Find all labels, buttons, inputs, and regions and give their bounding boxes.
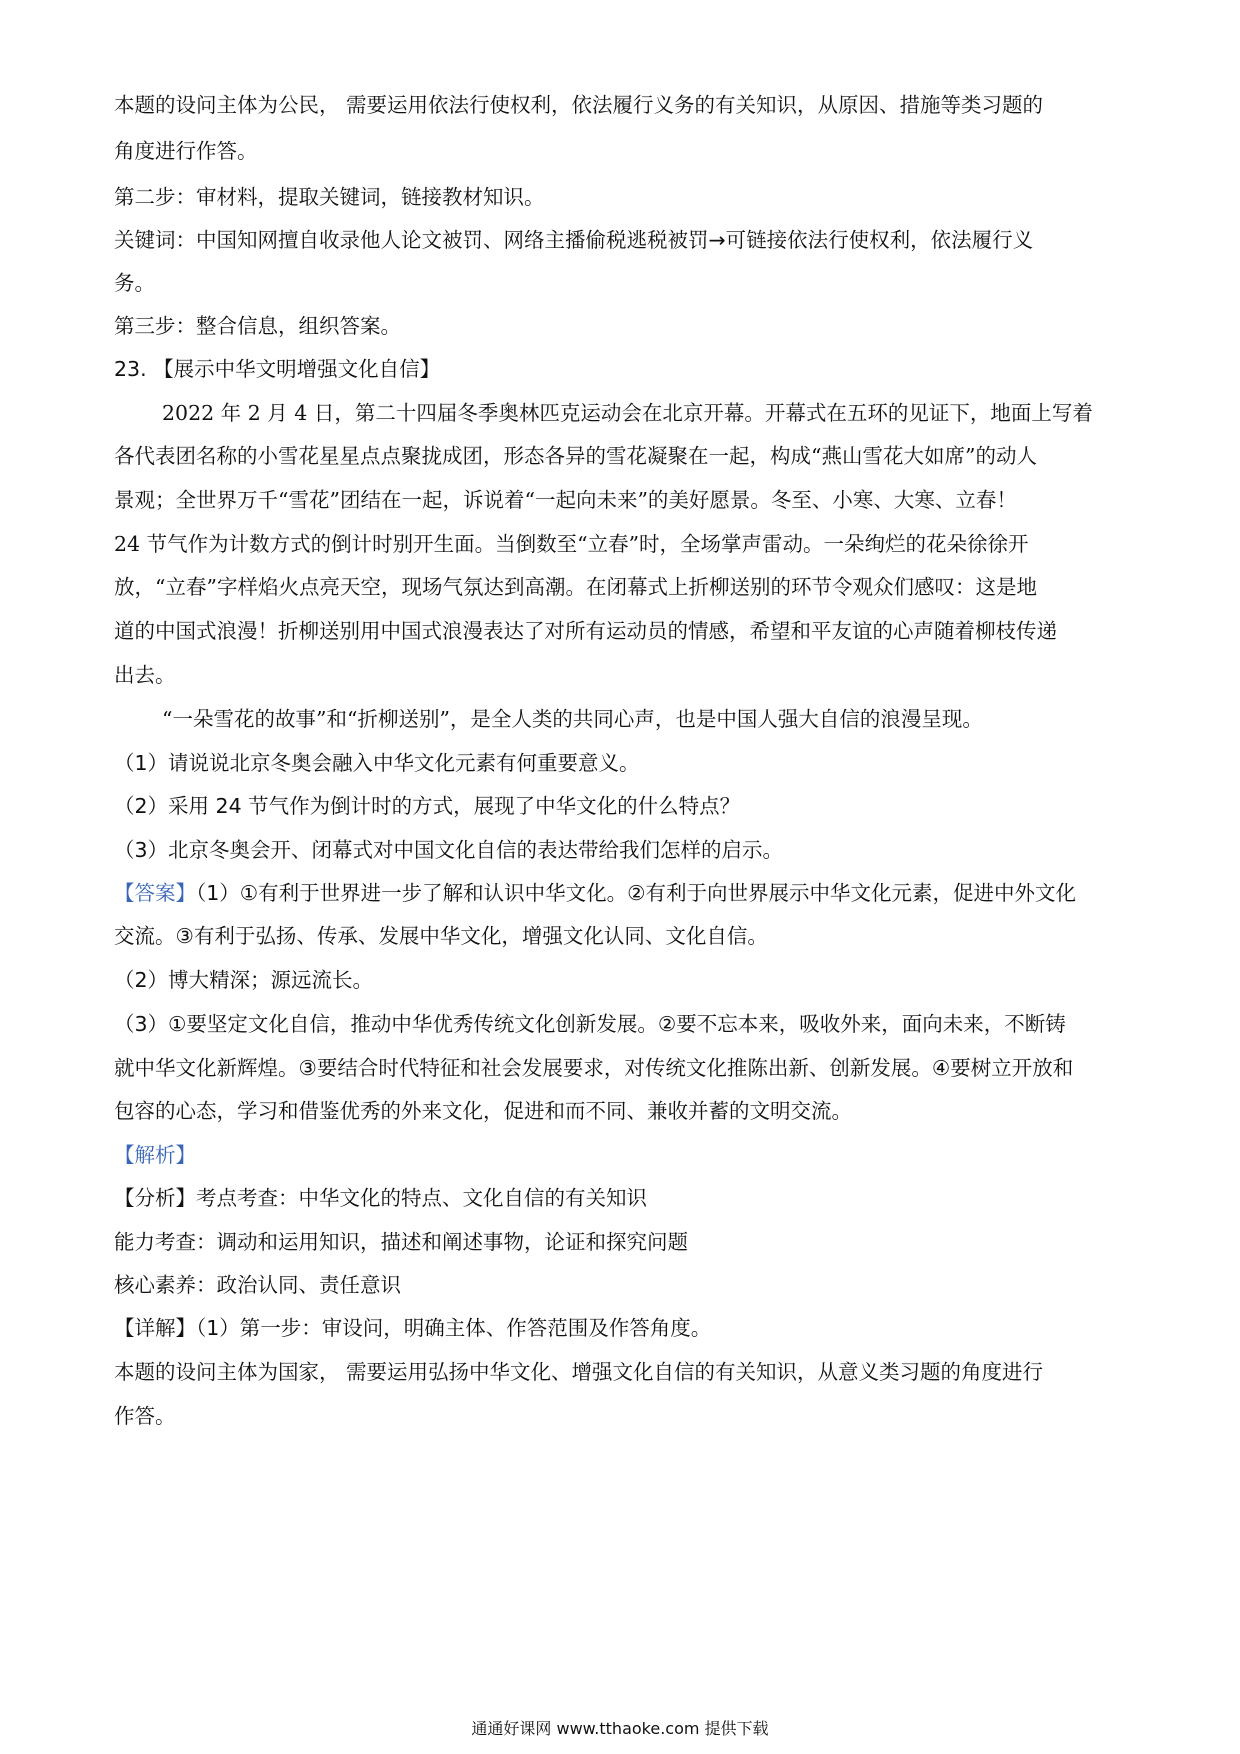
material-line: 放，“立春”字样焰火点亮天空，现场气氛达到高潮。在闭幕式上折柳送别的环节令观众们感叹：这是地 bbox=[114, 575, 1037, 599]
question-title: 23. 【展示中华文明增强文化自信】 bbox=[114, 357, 441, 381]
material-line: 24 节气作为计数方式的倒计时别开生面。当倒数至“立春”时，全场掌声雷动。一朵绚烂的花朵徐徐开 bbox=[114, 532, 1029, 556]
analysis-line: 核心素养：政治认同、责任意识 bbox=[114, 1273, 401, 1297]
keywords-line: 关键词：中国知网擅自收录他人论文被罚、网络主播偷税逃税被罚→可链接依法行使权利，依法履行义 bbox=[114, 228, 1034, 252]
analysis-label: 【解析】 bbox=[114, 1143, 196, 1167]
material-line: 2022 年 2 月 4 日，第二十四届冬季奥林匹克运动会在北京开幕。开幕式在五环的见证下，地面上写着 bbox=[162, 401, 1093, 425]
material-line: 景观；全世界万千“雪花”团结在一起，诉说着“一起向未来”的美好愿景。冬至、小寒、大寒、立春！ bbox=[114, 488, 1017, 512]
sub-question-2: （2）采用 24 节气作为倒计时的方式，展现了中华文化的什么特点？ bbox=[114, 794, 741, 818]
analysis-line: 【分析】考点考查：中华文化的特点、文化自信的有关知识 bbox=[114, 1186, 647, 1210]
analysis-line: 能力考查：调动和运用知识，描述和阐述事物，论证和探究问题 bbox=[114, 1230, 688, 1254]
sub-question-3: （3）北京冬奥会开、闭幕式对中国文化自信的表达带给我们怎样的启示。 bbox=[114, 838, 784, 862]
step-line: 第三步：整合信息，组织答案。 bbox=[114, 314, 401, 338]
answer-line: 包容的心态，学习和借鉴优秀的外来文化，促进和而不同、兼收并蓄的文明交流。 bbox=[114, 1099, 852, 1123]
material-line: 各代表团名称的小雪花星星点点聚拢成团，形态各异的雪花凝聚在一起，构成“燕山雪花大如席”的动人 bbox=[114, 444, 1037, 468]
answer-line: 交流。③有利于弘扬、传承、发展中华文化，增强文化认同、文化自信。 bbox=[114, 924, 768, 948]
answer-label: 【答案】 bbox=[114, 881, 196, 905]
material-line: “一朵雪花的故事”和“折柳送别”，是全人类的共同心声，也是中国人强大自信的浪漫呈现。 bbox=[162, 707, 983, 731]
detail-line: 本题的设问主体为国家， 需要运用弘扬中华文化、增强文化自信的有关知识，从意义类习题的角度进行 bbox=[114, 1360, 1044, 1384]
step-line: 第二步：审材料，提取关键词，链接教材知识。 bbox=[114, 185, 545, 209]
answer-line: （3）①要坚定文化自信，推动中华优秀传统文化创新发展。②要不忘本来，吸收外来，面向未来，不断铸 bbox=[114, 1012, 1066, 1036]
answer-line: 就中华文化新辉煌。③要结合时代特征和社会发展要求，对传统文化推陈出新、创新发展。④要树立开放和 bbox=[114, 1056, 1074, 1080]
answer-line: （2）博大精深；源远流长。 bbox=[114, 968, 374, 992]
answer-text: （1）①有利于世界进一步了解和认识中华文化。②有利于向世界展示中华文化元素，促进中外文化 bbox=[196, 881, 1077, 905]
page-footer: 通通好课网 www.tthaoke.com 提供下载 bbox=[471, 1719, 769, 1738]
material-line: 出去。 bbox=[114, 663, 176, 687]
text-line: 角度进行作答。 bbox=[114, 139, 258, 163]
sub-question-1: （1）请说说北京冬奥会融入中华文化元素有何重要意义。 bbox=[114, 751, 640, 775]
detail-line: 作答。 bbox=[114, 1404, 176, 1428]
material-line: 道的中国式浪漫！折柳送别用中国式浪漫表达了对所有运动员的情感，希望和平友谊的心声随着柳枝传递 bbox=[114, 619, 1057, 643]
text-line: 本题的设问主体为公民， 需要运用依法行使权利，依法履行义务的有关知识，从原因、措施等类习题的 bbox=[114, 93, 1044, 117]
answer-line bbox=[114, 878, 1134, 908]
detail-line: 【详解】（1）第一步：审设问，明确主体、作答范围及作答角度。 bbox=[114, 1316, 712, 1340]
text-line: 务。 bbox=[114, 271, 155, 295]
